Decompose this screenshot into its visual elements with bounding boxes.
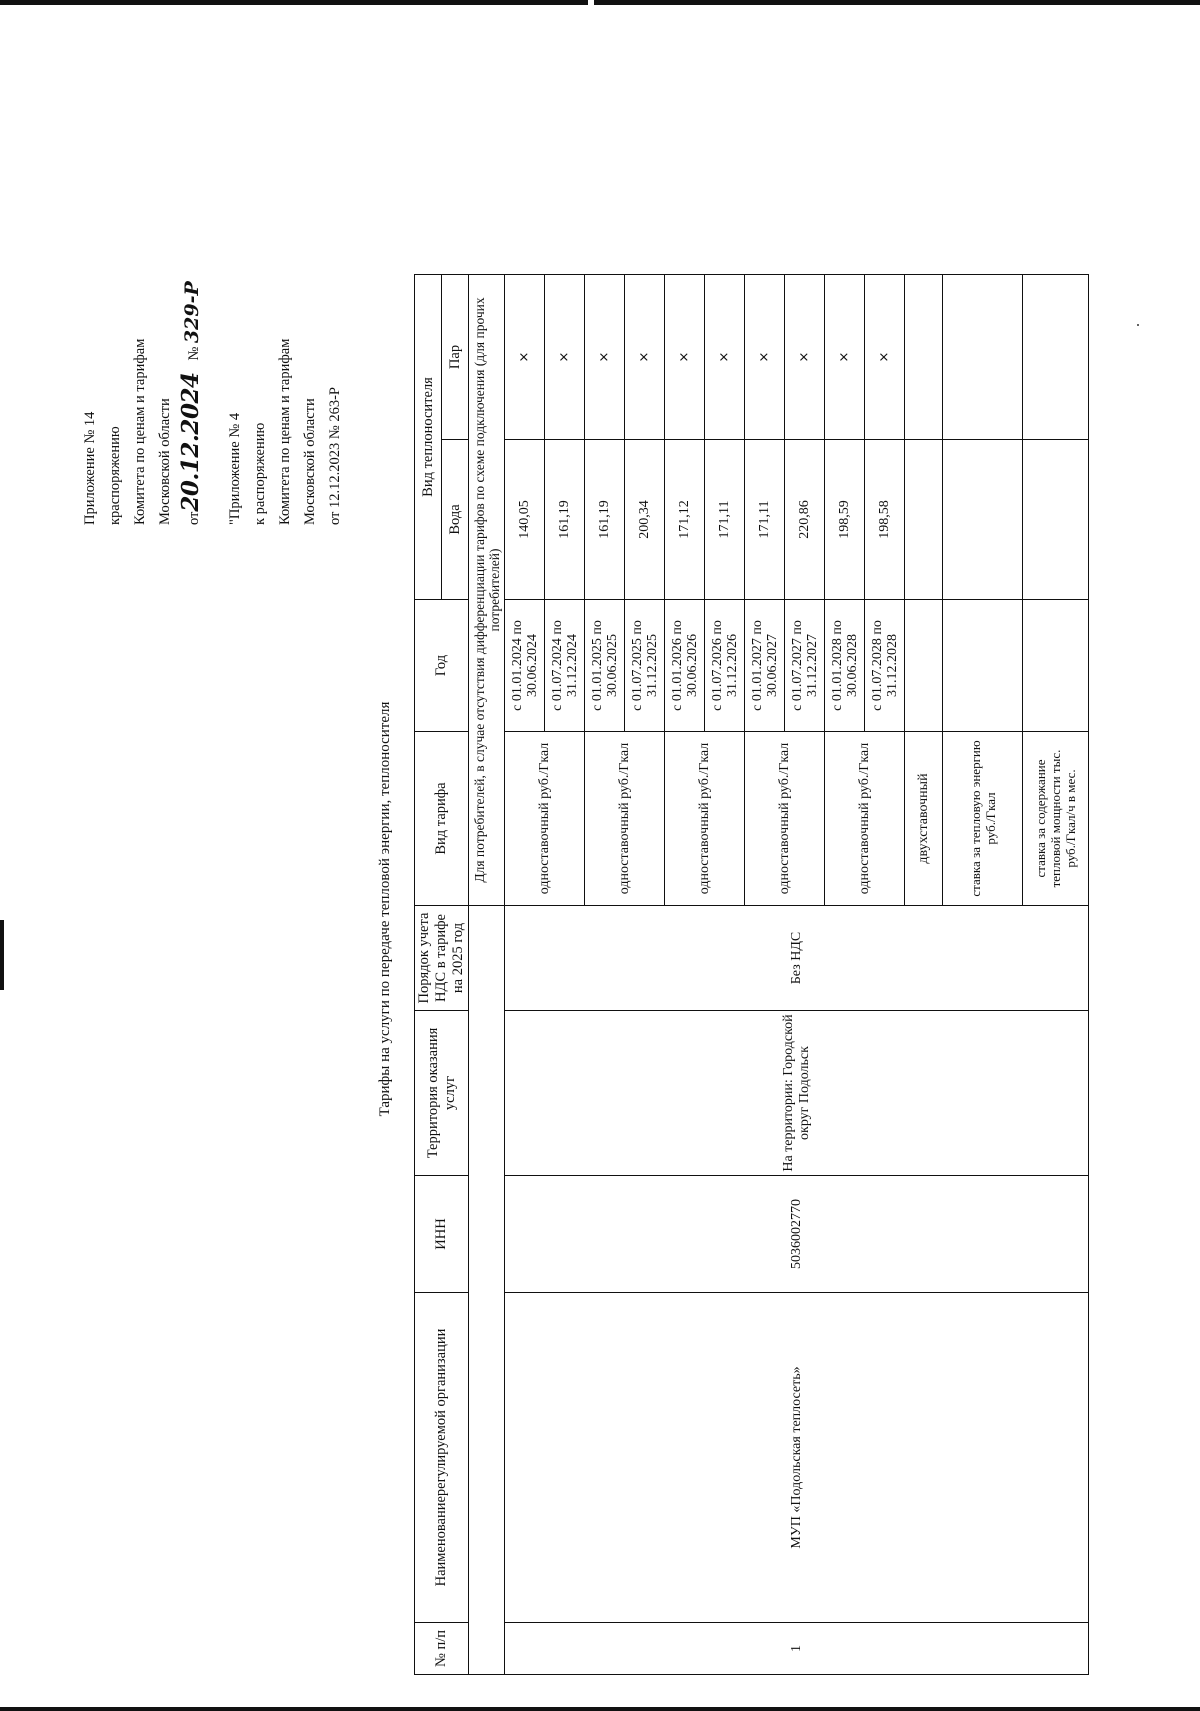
appendix-line: краспоряжению xyxy=(107,426,123,525)
appendix-line: Комитета по ценам и тарифам xyxy=(132,338,148,525)
period-cell: с 01.07.2027 по 31.12.2027 xyxy=(785,600,825,732)
steam-value: × xyxy=(665,274,705,439)
appendix-line: Комитета по ценам и тарифам xyxy=(277,338,293,525)
capacity-rate-label: ставка за содержание тепловой мощности тыс. руб./Гкал/ч в мес. xyxy=(1023,732,1089,906)
period-cell: с 01.07.2028 по 31.12.2028 xyxy=(865,600,905,732)
row-num: 1 xyxy=(505,1623,1089,1675)
header-water: Вода xyxy=(442,440,469,600)
header-carrier: Вид теплоносителя xyxy=(415,274,442,599)
tariff-type-cell: одноставочный руб./Гкал xyxy=(745,732,825,906)
appendix-line: к распоряжению xyxy=(252,422,268,525)
steam-value: × xyxy=(705,274,745,439)
appendix-header xyxy=(78,281,348,525)
date-prefix: от xyxy=(186,511,202,525)
water-value: 140,05 xyxy=(505,440,545,600)
period-cell: с 01.07.2024 по 31.12.2024 xyxy=(545,600,585,732)
vat-value: Без НДС xyxy=(505,906,1089,1011)
water-value: 161,19 xyxy=(585,440,625,600)
water-value: 200,34 xyxy=(625,440,665,600)
water-value: 198,59 xyxy=(825,440,865,600)
period-cell: с 01.01.2028 по 30.06.2028 xyxy=(825,600,865,732)
appendix-line: Приложение № 14 xyxy=(82,411,98,525)
period-cell: с 01.07.2026 по 31.12.2026 xyxy=(705,600,745,732)
steam-value: × xyxy=(545,274,585,439)
handwritten-date: 20.12.2024 xyxy=(177,372,204,512)
header-inn: ИНН xyxy=(415,1176,469,1293)
appendix-line: Московской области xyxy=(302,398,318,525)
tariff-type-cell: одноставочный руб./Гкал xyxy=(505,732,585,906)
header-steam: Пар xyxy=(442,274,469,439)
appendix-line: "Приложение № 4 xyxy=(227,412,243,525)
steam-value: × xyxy=(505,274,545,439)
steam-value: × xyxy=(625,274,665,439)
water-value: 161,19 xyxy=(545,440,585,600)
steam-value: × xyxy=(825,274,865,439)
appendix-line: от 12.12.2023 № 263-Р xyxy=(327,387,343,525)
header-tariff-type: Вид тарифа xyxy=(415,732,469,906)
water-value: 198,58 xyxy=(865,440,905,600)
steam-value: × xyxy=(865,274,905,439)
water-value: 220,86 xyxy=(785,440,825,600)
period-cell: с 01.01.2027 по 30.06.2027 xyxy=(745,600,785,732)
org-name: МУП «Подольская теплосеть» xyxy=(505,1293,1089,1623)
tariff-table xyxy=(414,274,1089,1675)
period-cell: с 01.01.2024 по 30.06.2024 xyxy=(505,600,545,732)
header-year: Год xyxy=(415,600,469,732)
number-sign: № xyxy=(186,346,202,361)
steam-value: × xyxy=(585,274,625,439)
period-cell: с 01.01.2025 по 30.06.2025 xyxy=(585,600,625,732)
steam-value: × xyxy=(785,274,825,439)
consumer-note: Для потребителей, в случае отсутствия дифференциации тарифов по схеме подключения (для прочих потребителей) xyxy=(469,274,505,905)
header-num: № п/п xyxy=(415,1623,469,1675)
header-vat: Порядок учета НДС в тарифе на 2025 год xyxy=(415,906,469,1011)
period-cell: с 01.07.2025 по 31.12.2025 xyxy=(625,600,665,732)
territory-value: На территории: Городской округ Подольск xyxy=(505,1011,1089,1176)
water-value: 171,11 xyxy=(705,440,745,600)
water-value: 171,11 xyxy=(745,440,785,600)
handwritten-number: 329-Р xyxy=(181,281,203,344)
period-cell: с 01.01.2026 по 30.06.2026 xyxy=(665,600,705,732)
water-value: 171,12 xyxy=(665,440,705,600)
tariff-type-cell: одноставочный руб./Гкал xyxy=(825,732,905,906)
appendix-line: Московской области xyxy=(157,398,173,525)
header-org: Наименованиерегулируемой организации xyxy=(415,1293,469,1623)
appendix-date-line xyxy=(178,281,207,525)
steam-value: × xyxy=(745,274,785,439)
inn-value: 5036002770 xyxy=(505,1176,1089,1293)
table-title: Тарифы на услуги по передаче тепловой энергии, теплоносителя xyxy=(377,701,393,1117)
tariff-type-cell: одноставочный руб./Гкал xyxy=(585,732,665,906)
tariff-type-cell: одноставочный руб./Гкал xyxy=(665,732,745,906)
two-part-label: двухставочный xyxy=(905,732,943,906)
energy-rate-label: ставка за тепловую энергию руб./Гкал xyxy=(943,732,1023,906)
header-territory: Территория оказания услуг xyxy=(415,1011,469,1176)
